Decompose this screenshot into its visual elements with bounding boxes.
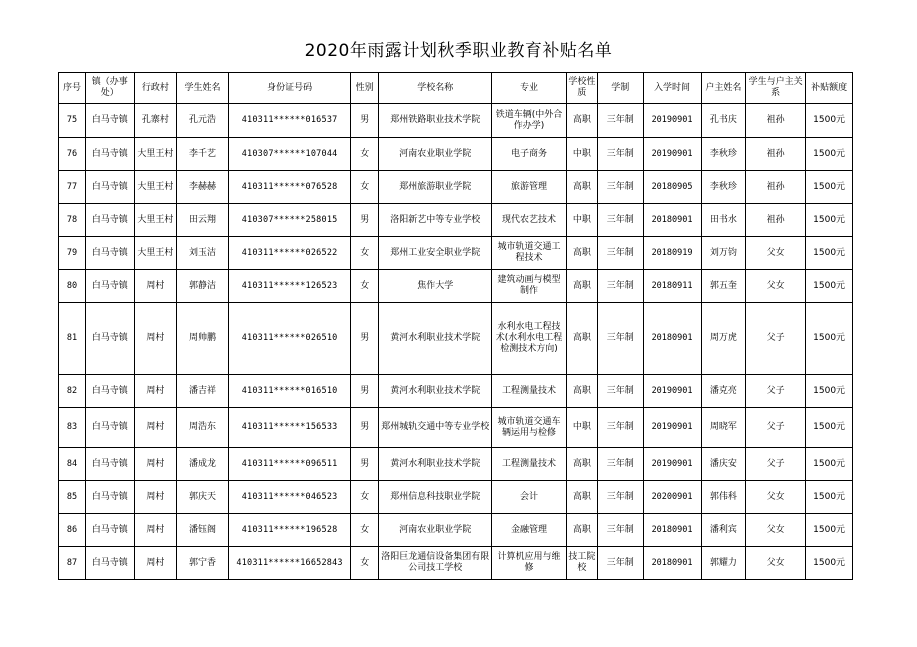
cell-no: 85: [59, 481, 86, 514]
table-body: [59, 104, 853, 580]
cell-gender: 男: [351, 303, 379, 375]
cell-date: 20190901: [643, 104, 701, 138]
cell-town: 白马寺镇: [85, 138, 134, 171]
table-row: [59, 138, 853, 171]
cell-head: 李秋珍: [701, 171, 746, 204]
header-col-student: 学生姓名: [177, 73, 229, 104]
cell-school: 郑州城轨交通中等专业学校: [379, 408, 492, 448]
cell-major: 金融管理: [492, 514, 567, 547]
cell-student: 李赫赫: [177, 171, 229, 204]
cell-village: 周村: [134, 270, 176, 303]
cell-head: 孔书庆: [701, 104, 746, 138]
cell-major: 工程测量技术: [492, 375, 567, 408]
cell-amount: 1500元: [806, 270, 853, 303]
cell-head: 李秋珍: [701, 138, 746, 171]
cell-student: 田云翔: [177, 204, 229, 237]
cell-system: 三年制: [597, 375, 643, 408]
cell-amount: 1500元: [806, 204, 853, 237]
table-row: [59, 547, 853, 580]
cell-date: 20180901: [643, 204, 701, 237]
table-row: [59, 514, 853, 547]
cell-gender: 女: [351, 547, 379, 580]
cell-student: 潘吉祥: [177, 375, 229, 408]
cell-major: 会计: [492, 481, 567, 514]
cell-village: 周村: [134, 514, 176, 547]
cell-relation: 父女: [746, 514, 806, 547]
cell-major: 城市轨道交通工程技术: [492, 237, 567, 270]
table-row: [59, 270, 853, 303]
cell-system: 三年制: [597, 270, 643, 303]
cell-type: 高职: [566, 375, 597, 408]
header-col-gender: 性别: [351, 73, 379, 104]
cell-school: 河南农业职业学院: [379, 138, 492, 171]
cell-id: 410311******096511: [228, 448, 350, 481]
cell-type: 高职: [566, 237, 597, 270]
cell-amount: 1500元: [806, 303, 853, 375]
table-row: [59, 408, 853, 448]
cell-gender: 女: [351, 171, 379, 204]
cell-town: 白马寺镇: [85, 448, 134, 481]
cell-village: 孔寨村: [134, 104, 176, 138]
table-row: [59, 237, 853, 270]
cell-village: 周村: [134, 375, 176, 408]
cell-relation: 父子: [746, 303, 806, 375]
cell-major: 现代农艺技术: [492, 204, 567, 237]
cell-no: 82: [59, 375, 86, 408]
cell-school: 洛阳巨龙通信设备集团有限公司技工学校: [379, 547, 492, 580]
cell-no: 77: [59, 171, 86, 204]
header-col-date: 入学时间: [643, 73, 701, 104]
cell-town: 白马寺镇: [85, 270, 134, 303]
cell-id: 410311******016537: [228, 104, 350, 138]
cell-id: 410311******026510: [228, 303, 350, 375]
cell-id: 410311******046523: [228, 481, 350, 514]
cell-gender: 男: [351, 104, 379, 138]
cell-head: 田书水: [701, 204, 746, 237]
cell-town: 白马寺镇: [85, 547, 134, 580]
table-row: [59, 375, 853, 408]
cell-date: 20190901: [643, 138, 701, 171]
cell-relation: 父子: [746, 408, 806, 448]
header-col-head: 户主姓名: [701, 73, 746, 104]
cell-id: 410311******016510: [228, 375, 350, 408]
cell-system: 三年制: [597, 408, 643, 448]
cell-id: 410311******196528: [228, 514, 350, 547]
cell-amount: 1500元: [806, 237, 853, 270]
cell-date: 20180901: [643, 547, 701, 580]
cell-school: 焦作大学: [379, 270, 492, 303]
cell-major: 工程测量技术: [492, 448, 567, 481]
cell-school: 黄河水利职业技术学院: [379, 448, 492, 481]
cell-no: 78: [59, 204, 86, 237]
header-col-village: 行政村: [134, 73, 176, 104]
cell-no: 75: [59, 104, 86, 138]
cell-town: 白马寺镇: [85, 171, 134, 204]
cell-type: 中职: [566, 204, 597, 237]
cell-system: 三年制: [597, 204, 643, 237]
cell-system: 三年制: [597, 138, 643, 171]
cell-system: 三年制: [597, 303, 643, 375]
cell-system: 三年制: [597, 481, 643, 514]
cell-major: 铁道车辆(中外合作办学): [492, 104, 567, 138]
cell-major: 计算机应用与维修: [492, 547, 567, 580]
cell-date: 20190901: [643, 408, 701, 448]
cell-student: 郭庆天: [177, 481, 229, 514]
cell-amount: 1500元: [806, 408, 853, 448]
cell-type: 高职: [566, 171, 597, 204]
cell-village: 周村: [134, 448, 176, 481]
cell-town: 白马寺镇: [85, 375, 134, 408]
cell-school: 河南农业职业学院: [379, 514, 492, 547]
cell-system: 三年制: [597, 237, 643, 270]
cell-school: 郑州工业安全职业学院: [379, 237, 492, 270]
cell-head: 郭五奎: [701, 270, 746, 303]
cell-town: 白马寺镇: [85, 514, 134, 547]
cell-no: 79: [59, 237, 86, 270]
cell-head: 周晓军: [701, 408, 746, 448]
table-row: [59, 204, 853, 237]
cell-amount: 1500元: [806, 375, 853, 408]
header-col-id: 身份证号码: [228, 73, 350, 104]
cell-relation: 父女: [746, 270, 806, 303]
cell-id: 410311******076528: [228, 171, 350, 204]
cell-date: 20180901: [643, 303, 701, 375]
cell-date: 20180911: [643, 270, 701, 303]
cell-amount: 1500元: [806, 171, 853, 204]
cell-gender: 女: [351, 270, 379, 303]
cell-no: 80: [59, 270, 86, 303]
cell-amount: 1500元: [806, 138, 853, 171]
cell-school: 郑州信息科技职业学院: [379, 481, 492, 514]
cell-relation: 祖孙: [746, 138, 806, 171]
cell-major: 建筑动画与模型制作: [492, 270, 567, 303]
header-col-town: 镇（办事处）: [85, 73, 134, 104]
cell-date: 20190901: [643, 375, 701, 408]
cell-amount: 1500元: [806, 104, 853, 138]
cell-no: 86: [59, 514, 86, 547]
header-col-type: 学校性质: [566, 73, 597, 104]
cell-head: 潘庆安: [701, 448, 746, 481]
cell-relation: 父女: [746, 237, 806, 270]
cell-major: 水利水电工程技术(水利水电工程检测技术方向): [492, 303, 567, 375]
cell-date: 20180901: [643, 514, 701, 547]
cell-school: 黄河水利职业技术学院: [379, 375, 492, 408]
header-col-major: 专业: [492, 73, 567, 104]
table-row: [59, 104, 853, 138]
header-col-school: 学校名称: [379, 73, 492, 104]
cell-type: 高职: [566, 270, 597, 303]
cell-system: 三年制: [597, 171, 643, 204]
cell-head: 潘克亮: [701, 375, 746, 408]
cell-relation: 祖孙: [746, 104, 806, 138]
cell-school: 黄河水利职业技术学院: [379, 303, 492, 375]
table-row: [59, 448, 853, 481]
cell-gender: 女: [351, 514, 379, 547]
cell-town: 白马寺镇: [85, 104, 134, 138]
cell-head: 周万虎: [701, 303, 746, 375]
cell-town: 白马寺镇: [85, 204, 134, 237]
cell-system: 三年制: [597, 104, 643, 138]
cell-id: 410311******026522: [228, 237, 350, 270]
cell-relation: 父女: [746, 481, 806, 514]
table-row: [59, 303, 853, 375]
cell-no: 87: [59, 547, 86, 580]
header-col-no: 序号: [59, 73, 86, 104]
cell-no: 81: [59, 303, 86, 375]
cell-student: 李千艺: [177, 138, 229, 171]
cell-no: 84: [59, 448, 86, 481]
cell-student: 郭静洁: [177, 270, 229, 303]
cell-school: 郑州铁路职业技术学院: [379, 104, 492, 138]
cell-student: 郭宁香: [177, 547, 229, 580]
cell-village: 大里王村: [134, 138, 176, 171]
cell-amount: 1500元: [806, 547, 853, 580]
cell-student: 周帅鹏: [177, 303, 229, 375]
cell-village: 大里王村: [134, 204, 176, 237]
header-col-system: 学制: [597, 73, 643, 104]
cell-date: 20200901: [643, 481, 701, 514]
cell-head: 郭伟科: [701, 481, 746, 514]
cell-student: 孔元浩: [177, 104, 229, 138]
cell-id: 410311******156533: [228, 408, 350, 448]
cell-village: 大里王村: [134, 237, 176, 270]
cell-gender: 女: [351, 237, 379, 270]
cell-type: 高职: [566, 104, 597, 138]
cell-gender: 男: [351, 408, 379, 448]
cell-gender: 男: [351, 448, 379, 481]
cell-gender: 男: [351, 204, 379, 237]
cell-type: 技工院校: [566, 547, 597, 580]
cell-head: 郭耀力: [701, 547, 746, 580]
cell-type: 高职: [566, 514, 597, 547]
header-col-relation: 学生与户主关系: [746, 73, 806, 104]
cell-student: 潘成龙: [177, 448, 229, 481]
cell-id: 410311******126523: [228, 270, 350, 303]
cell-type: 高职: [566, 303, 597, 375]
cell-town: 白马寺镇: [85, 408, 134, 448]
cell-village: 周村: [134, 408, 176, 448]
cell-system: 三年制: [597, 514, 643, 547]
cell-school: 洛阳新艺中等专业学校: [379, 204, 492, 237]
header-col-amount: 补贴额度: [806, 73, 853, 104]
cell-type: 中职: [566, 408, 597, 448]
cell-major: 城市轨道交通车辆运用与检修: [492, 408, 567, 448]
cell-relation: 祖孙: [746, 171, 806, 204]
cell-no: 76: [59, 138, 86, 171]
cell-major: 电子商务: [492, 138, 567, 171]
cell-amount: 1500元: [806, 514, 853, 547]
cell-school: 郑州旅游职业学院: [379, 171, 492, 204]
cell-major: 旅游管理: [492, 171, 567, 204]
cell-student: 潘钰阁: [177, 514, 229, 547]
cell-relation: 父子: [746, 448, 806, 481]
cell-gender: 男: [351, 375, 379, 408]
cell-gender: 女: [351, 138, 379, 171]
cell-amount: 1500元: [806, 481, 853, 514]
cell-system: 三年制: [597, 448, 643, 481]
cell-id: 410307******258015: [228, 204, 350, 237]
cell-type: 中职: [566, 138, 597, 171]
cell-no: 83: [59, 408, 86, 448]
cell-town: 白马寺镇: [85, 481, 134, 514]
cell-student: 刘玉洁: [177, 237, 229, 270]
cell-head: 潘利宾: [701, 514, 746, 547]
cell-amount: 1500元: [806, 448, 853, 481]
cell-gender: 女: [351, 481, 379, 514]
cell-relation: 父子: [746, 375, 806, 408]
cell-date: 20180919: [643, 237, 701, 270]
cell-date: 20180905: [643, 171, 701, 204]
cell-id: 410307******107044: [228, 138, 350, 171]
cell-town: 白马寺镇: [85, 303, 134, 375]
table-header-row: [59, 73, 853, 104]
cell-relation: 父女: [746, 547, 806, 580]
cell-date: 20190901: [643, 448, 701, 481]
cell-village: 周村: [134, 303, 176, 375]
table-row: [59, 481, 853, 514]
cell-type: 高职: [566, 481, 597, 514]
cell-system: 三年制: [597, 547, 643, 580]
cell-village: 周村: [134, 547, 176, 580]
cell-id: 410311******16652843: [228, 547, 350, 580]
cell-village: 周村: [134, 481, 176, 514]
cell-village: 大里王村: [134, 171, 176, 204]
subsidy-table: [58, 72, 853, 580]
cell-relation: 祖孙: [746, 204, 806, 237]
page-title: 2020年雨露计划秋季职业教育补贴名单: [304, 41, 613, 61]
cell-town: 白马寺镇: [85, 237, 134, 270]
cell-student: 周浩东: [177, 408, 229, 448]
cell-head: 刘万钧: [701, 237, 746, 270]
cell-type: 高职: [566, 448, 597, 481]
table-row: [59, 171, 853, 204]
